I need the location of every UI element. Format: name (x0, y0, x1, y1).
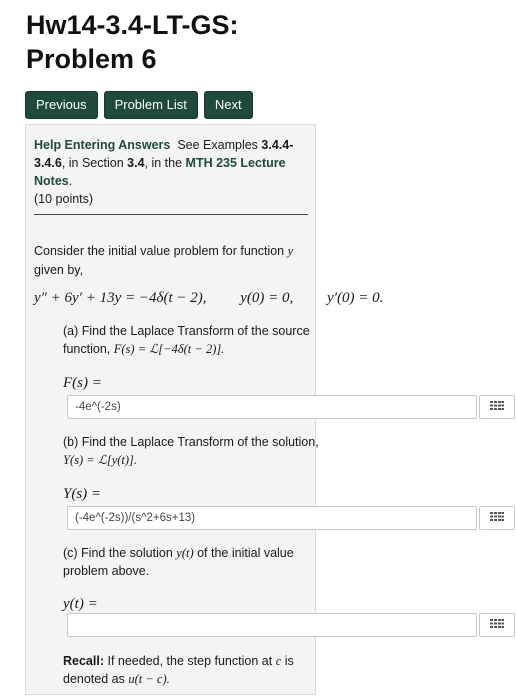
problem-nav (25, 91, 253, 119)
recall-bold: Recall: (63, 654, 104, 668)
part-b-answer-input[interactable]: (-4e^(-2s))/(s^2+6s+13) (67, 506, 477, 530)
section-ref: 3.4 (127, 156, 145, 170)
title-line-2: Problem 6 (26, 44, 157, 74)
problem-list-button[interactable]: Problem List (104, 91, 198, 119)
points-text: (10 points) (34, 192, 94, 206)
help-entering-answers-link[interactable]: Help Entering Answers (34, 138, 171, 152)
recall-text: If needed, the step function at (107, 654, 273, 668)
part-a-text: (a) Find the Laplace Transform of the source function, (63, 324, 310, 356)
part-a-math: F(s) = ℒ[−4δ(t − 2)]. (113, 342, 225, 356)
recall-is: is denoted as (63, 654, 294, 686)
ode-equation (34, 290, 514, 307)
initial-condition-2: y′(0) = 0. (327, 290, 384, 306)
next-button[interactable]: Next (204, 91, 253, 119)
recall-math: u(t − c). (128, 672, 170, 686)
part-c-text-2: of the initial value problem above. (63, 546, 294, 578)
initial-condition-1: y(0) = 0, (240, 290, 294, 306)
in-the-text: , in the (144, 156, 183, 170)
grid-icon (490, 401, 504, 413)
grid-icon (490, 619, 504, 631)
part-c-text-1: (c) Find the solution (63, 546, 173, 560)
part-a-label: F(s) = (63, 375, 102, 391)
in-section-text: , in Section (61, 156, 124, 170)
grid-icon (490, 512, 504, 524)
help-block (34, 136, 306, 208)
part-c-prompt (63, 544, 323, 580)
problem-given: given by, (34, 263, 84, 277)
previous-button[interactable]: Previous (25, 91, 98, 119)
part-c-label: y(t) = (63, 596, 98, 612)
recall-note (63, 652, 313, 688)
part-b-text: (b) Find the Laplace Transform of the solution, (63, 435, 319, 449)
part-a-answer-input[interactable]: -4e^(-2s) (67, 395, 477, 419)
function-var: y (287, 244, 294, 258)
page-title (26, 8, 496, 76)
problem-panel (25, 124, 384, 695)
problem-intro: Consider the initial value problem for function (34, 244, 285, 258)
part-a-prompt (63, 322, 323, 358)
examples-ref: 3.4.4-3.4.6 (34, 138, 294, 170)
ode-text: y″ + 6y′ + 13y = −4δ(t − 2), (34, 290, 207, 306)
part-a-keyboard-button[interactable] (479, 395, 515, 419)
part-b-math: Y(s) = ℒ[y(t)]. (63, 453, 138, 467)
title-line-1: Hw14-3.4-LT-GS: (26, 10, 239, 40)
divider (34, 214, 308, 215)
lecture-notes-link[interactable]: MTH 235 Lecture Notes (34, 156, 286, 188)
part-b-label: Y(s) = (63, 486, 102, 502)
period-text: . (68, 174, 73, 188)
part-c-math: y(t) (176, 546, 194, 560)
part-c-keyboard-button[interactable] (479, 613, 515, 637)
problem-statement (34, 242, 314, 280)
see-text: See Examples (177, 138, 258, 152)
recall-c: c (275, 654, 282, 668)
part-c-answer-input[interactable] (67, 613, 477, 637)
part-b-prompt (63, 433, 323, 469)
part-b-keyboard-button[interactable] (479, 506, 515, 530)
